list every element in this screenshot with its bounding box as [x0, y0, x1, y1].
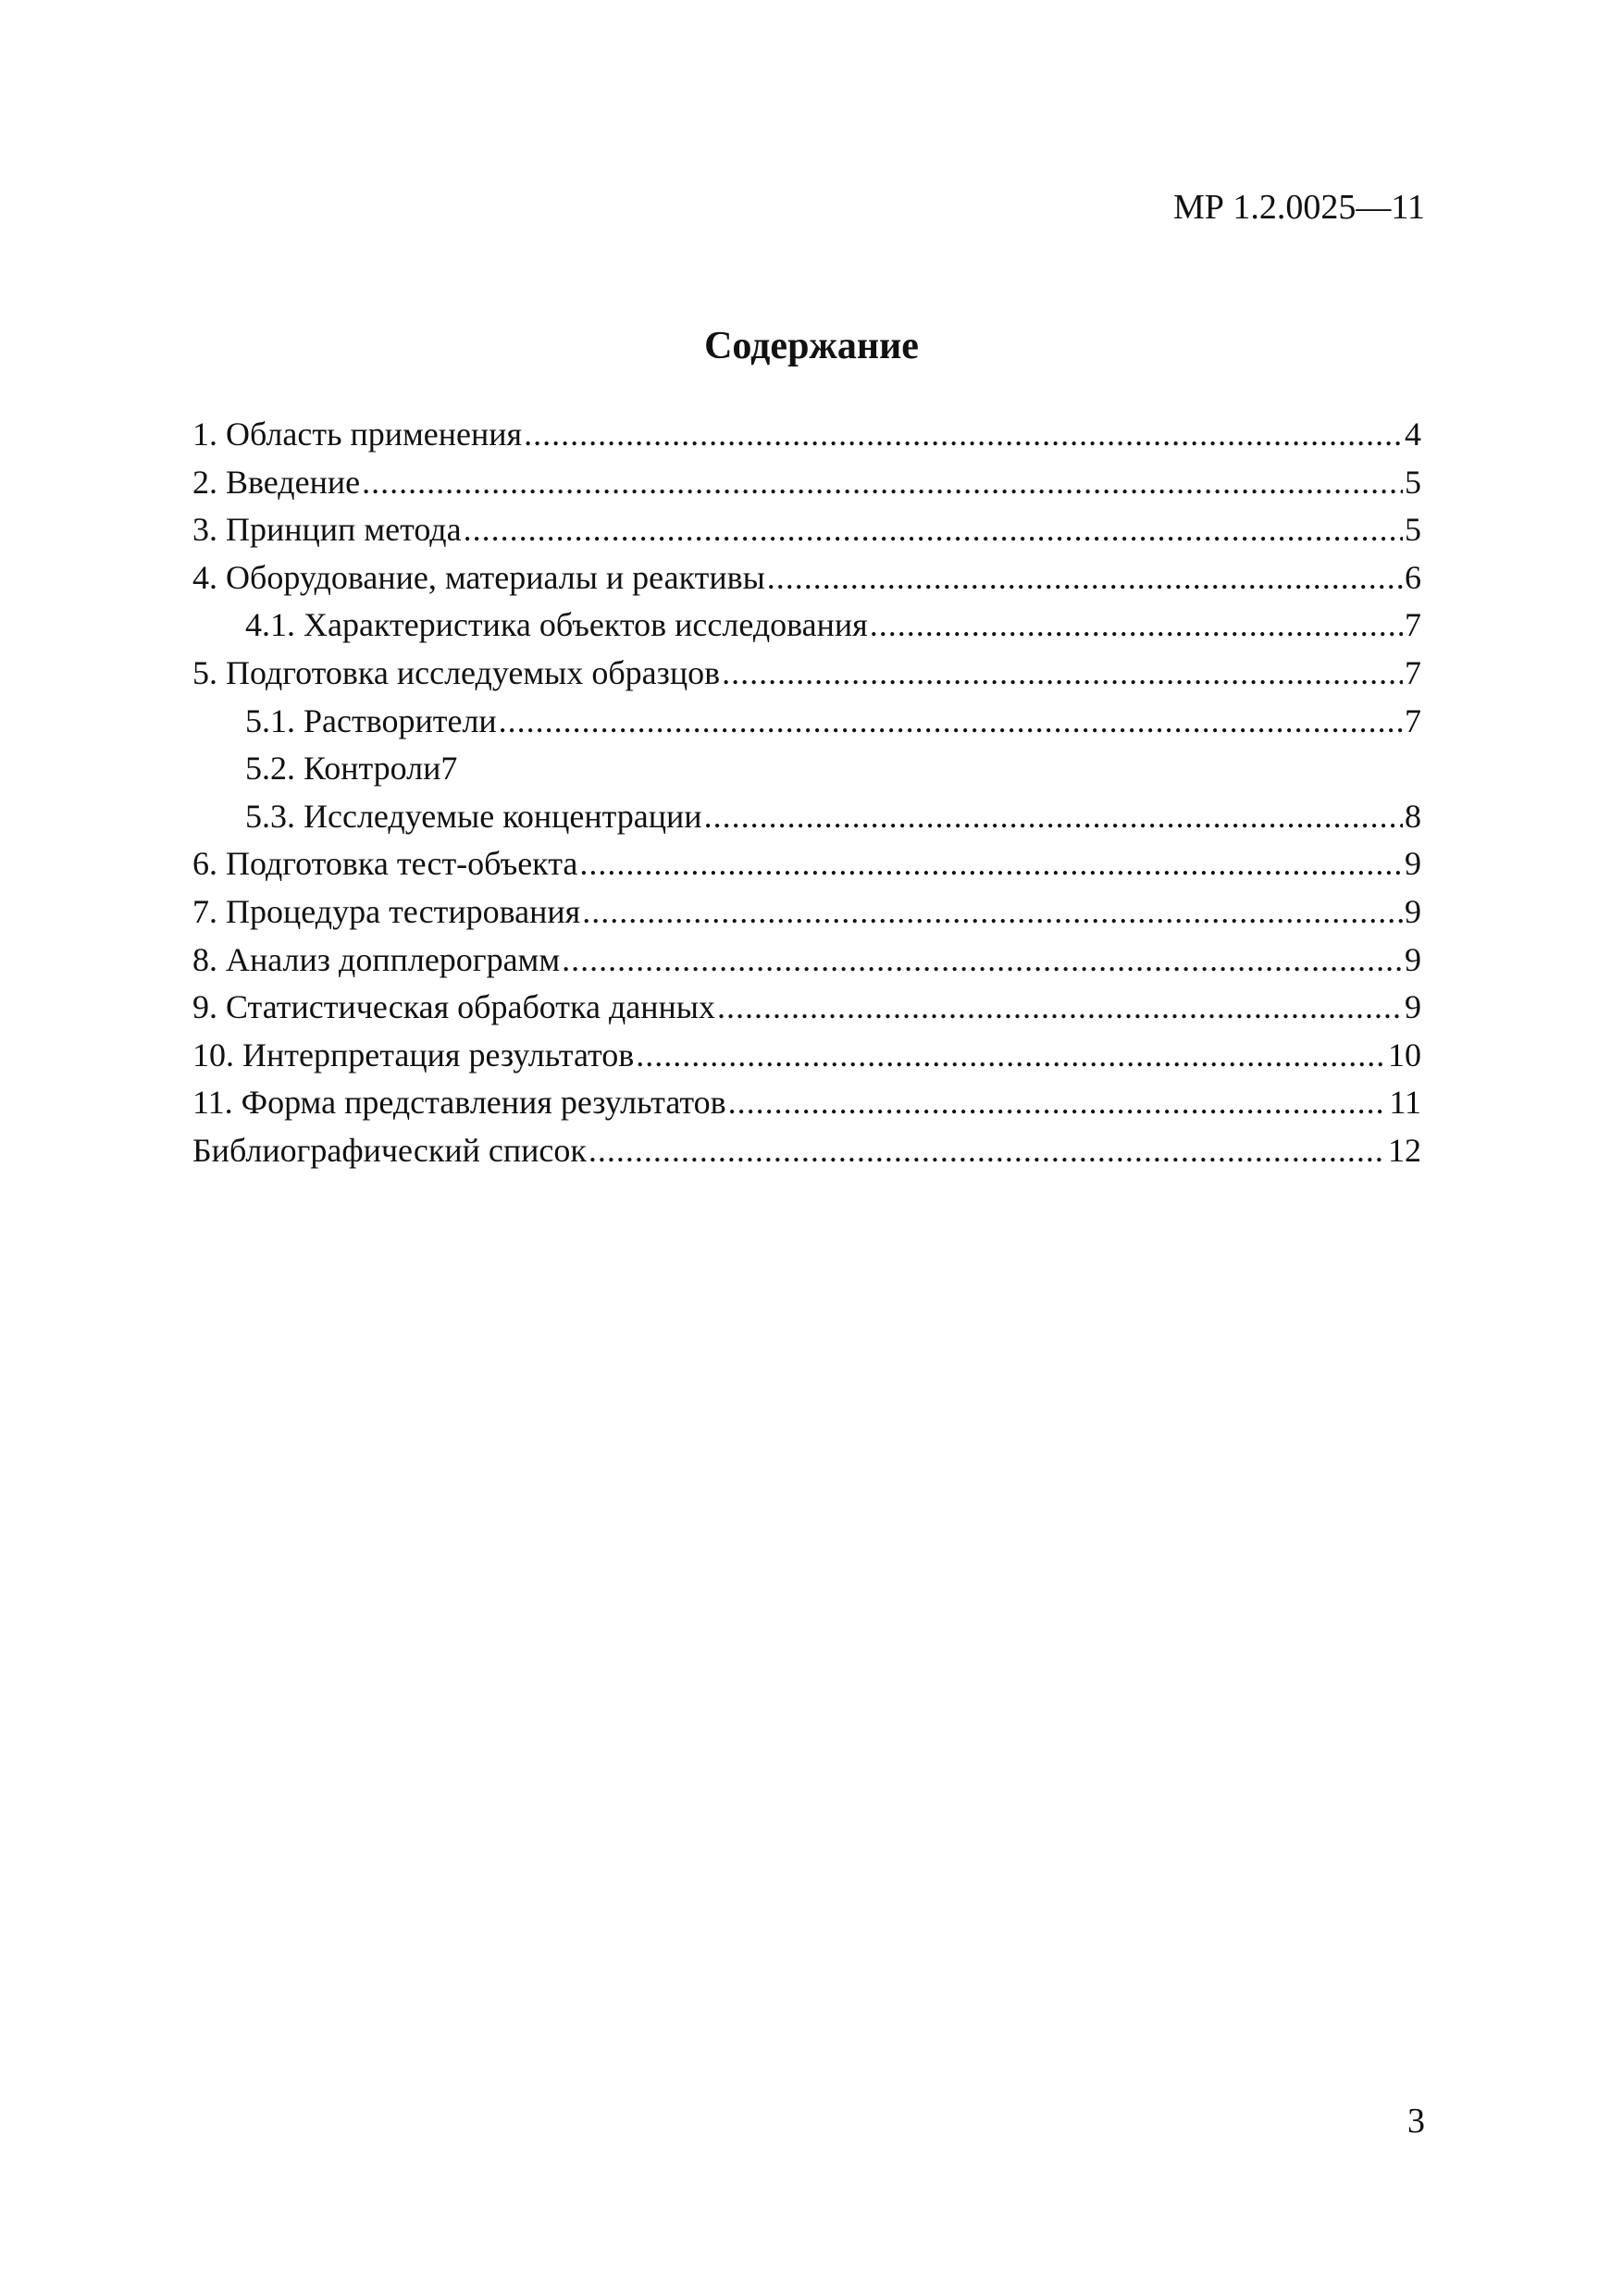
toc-subitem[interactable]	[192, 793, 1421, 841]
toc-item[interactable]	[192, 1127, 1421, 1175]
document-code: МР 1.2.0025—11	[1172, 188, 1425, 227]
toc-item-label: 3. Принцип метода	[192, 511, 462, 549]
toc-item[interactable]	[192, 888, 1421, 937]
toc-subitem[interactable]	[192, 698, 1421, 746]
toc-item[interactable]	[192, 840, 1421, 888]
toc-item-page: 7	[1405, 701, 1421, 739]
toc-item[interactable]	[192, 554, 1421, 602]
toc-item-label: Библиографический список	[192, 1131, 587, 1169]
toc-item-label: 6. Подготовка тест-объекта	[192, 845, 578, 883]
toc-dot-leader	[524, 411, 1403, 459]
toc-item-label: 4. Оборудование, материалы и реактивы	[192, 558, 765, 596]
toc-dot-leader	[636, 1032, 1386, 1080]
table-of-contents	[192, 411, 1421, 1175]
toc-item-page: 9	[1405, 988, 1421, 1026]
toc-dot-leader	[704, 793, 1403, 841]
toc-subitem[interactable]	[192, 602, 1421, 650]
toc-dot-leader	[582, 888, 1403, 937]
page-number: 3	[1407, 2102, 1425, 2141]
toc-item-page: 9	[1405, 892, 1421, 930]
toc-dot-leader	[722, 650, 1403, 698]
toc-item-page: 9	[1405, 940, 1421, 978]
toc-dot-leader	[579, 840, 1403, 888]
toc-item-label: 5.1. Растворители	[245, 701, 497, 739]
toc-item-label: 5. Подготовка исследуемых образцов	[192, 653, 721, 691]
toc-title: Содержание	[704, 325, 919, 367]
toc-dot-leader	[562, 937, 1403, 985]
toc-item-label: 5.2. Контроли7	[245, 750, 458, 788]
toc-dot-leader	[464, 506, 1403, 554]
toc-item[interactable]	[192, 984, 1421, 1032]
toc-dot-leader	[767, 554, 1403, 602]
toc-item-label: 11. Форма представления результатов	[192, 1084, 726, 1122]
toc-item-page: 5	[1405, 511, 1421, 549]
toc-item[interactable]	[192, 937, 1421, 985]
toc-dot-leader	[362, 459, 1403, 507]
toc-item-page: 7	[1405, 606, 1421, 644]
toc-item[interactable]	[192, 650, 1421, 698]
toc-item-page: 4	[1405, 416, 1421, 453]
toc-item-label: 8. Анализ допплерограмм	[192, 940, 561, 978]
toc-dot-leader	[588, 1127, 1386, 1175]
toc-item-page: 11	[1389, 1084, 1421, 1122]
toc-dot-leader	[717, 984, 1403, 1032]
toc-item[interactable]	[192, 1079, 1421, 1127]
toc-dot-leader	[870, 602, 1403, 650]
toc-item[interactable]	[192, 411, 1421, 459]
toc-item-page: 5	[1405, 463, 1421, 501]
toc-item-page: 12	[1388, 1131, 1421, 1169]
toc-item-label: 7. Процедура тестирования	[192, 892, 581, 930]
toc-item-label: 10. Интерпретация результатов	[192, 1036, 635, 1074]
toc-subitem[interactable]	[192, 745, 1421, 793]
toc-item-page: 7	[1405, 653, 1421, 691]
toc-item-label: 5.3. Исследуемые концентрации	[245, 797, 702, 835]
toc-item-page: 10	[1388, 1036, 1421, 1074]
toc-item-page: 6	[1405, 558, 1421, 596]
toc-item-label: 4.1. Характеристика объектов исследования	[245, 606, 868, 644]
toc-item[interactable]	[192, 459, 1421, 507]
toc-item-label: 1. Область применения	[192, 416, 523, 453]
toc-item[interactable]	[192, 1032, 1421, 1080]
toc-item-label: 2. Введение	[192, 463, 361, 501]
toc-item-page: 8	[1405, 797, 1421, 835]
toc-dot-leader	[728, 1079, 1388, 1127]
toc-item-label: 9. Статистическая обработка данных	[192, 988, 715, 1026]
toc-item-page: 9	[1405, 845, 1421, 883]
toc-dot-leader	[499, 698, 1403, 746]
toc-item[interactable]	[192, 506, 1421, 554]
